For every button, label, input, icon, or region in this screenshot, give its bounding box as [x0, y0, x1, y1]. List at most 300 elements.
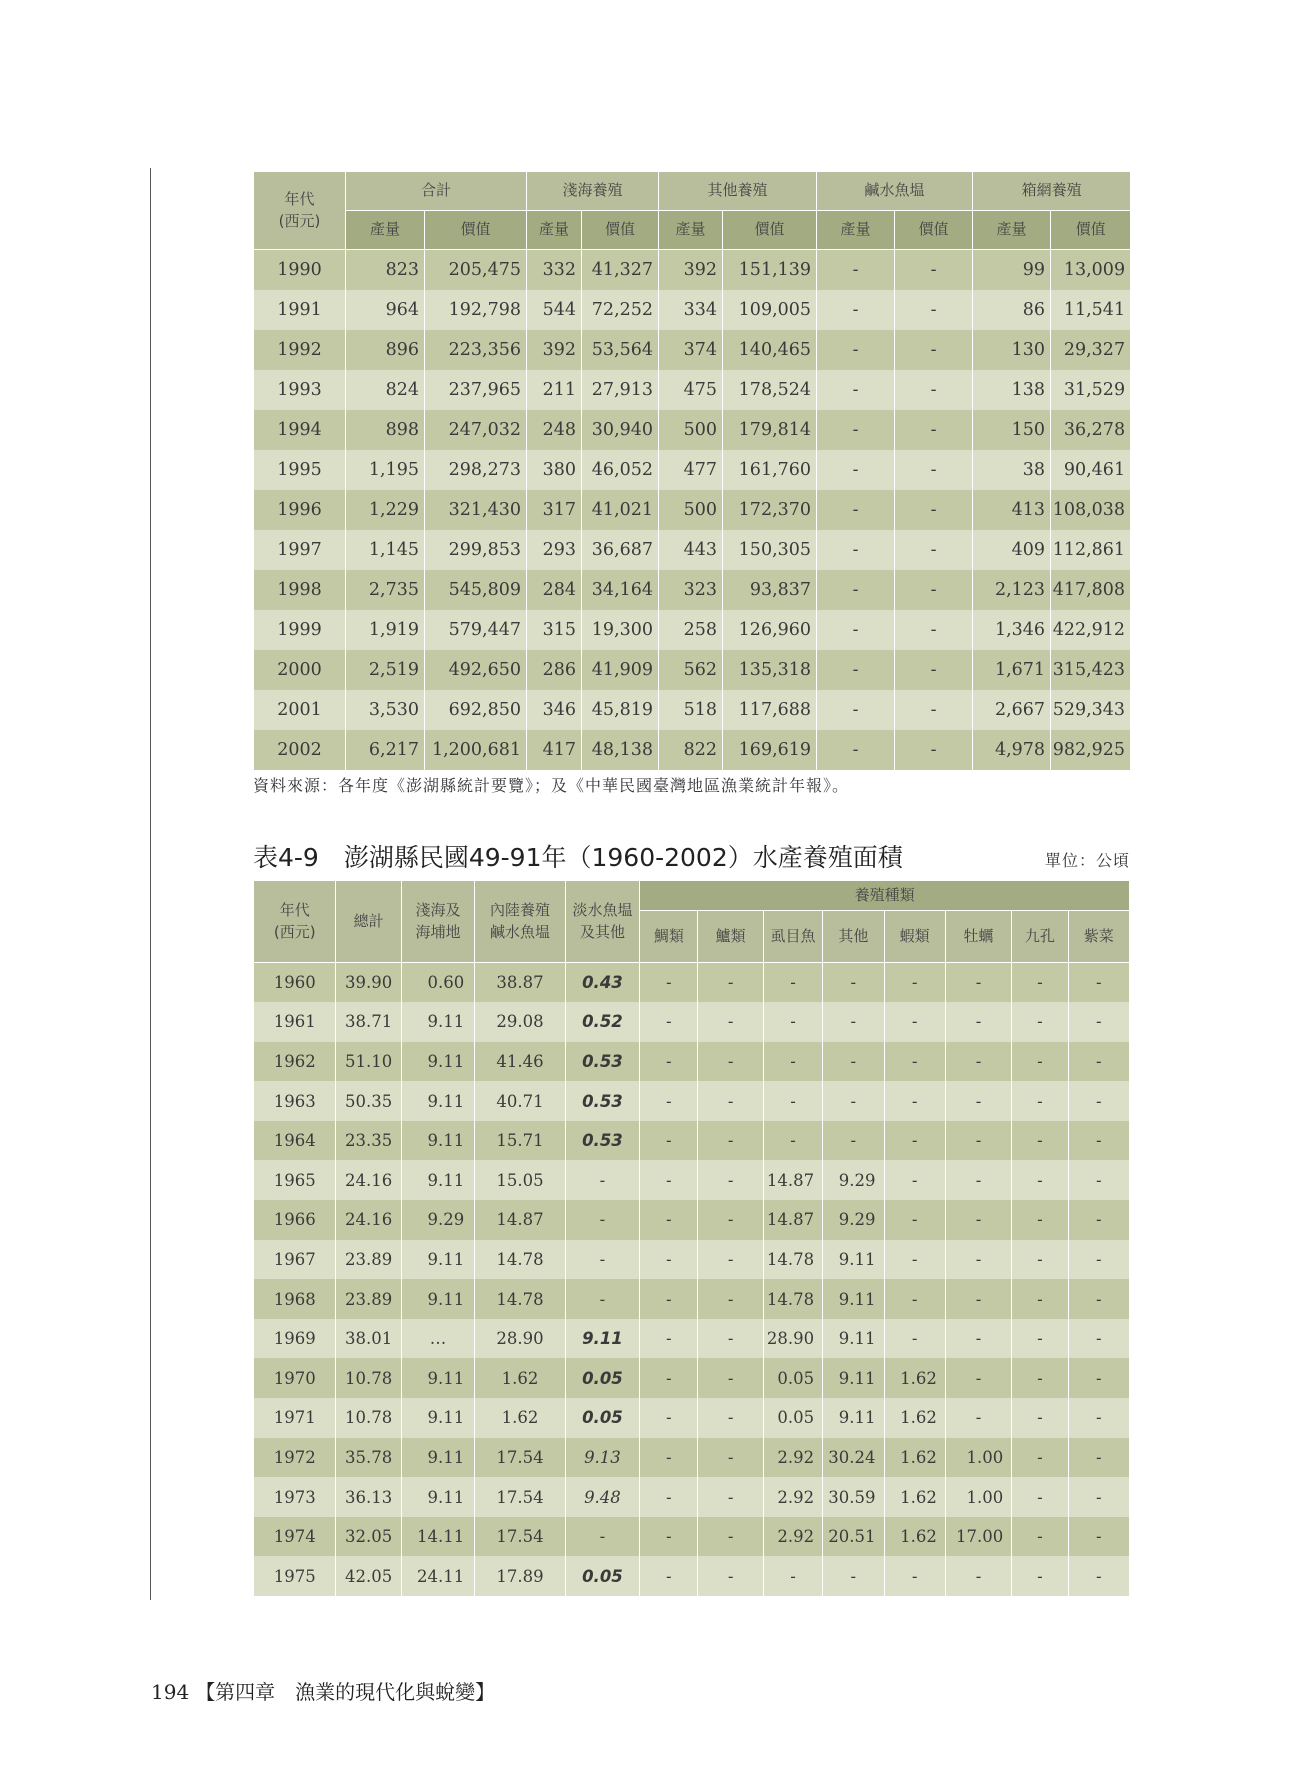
value-cell: 9.11	[401, 1438, 474, 1478]
year-cell: 1968	[254, 1279, 336, 1319]
value-cell: 2.92	[763, 1517, 822, 1557]
value-cell: 38.87	[475, 963, 566, 1003]
value-cell: 14.78	[475, 1240, 566, 1280]
page-number: 194	[151, 1680, 190, 1704]
value-cell: 500	[659, 410, 723, 450]
value-cell: 11,541	[1051, 290, 1131, 330]
value-cell: 2.92	[763, 1438, 822, 1478]
value-cell: -	[884, 1121, 945, 1161]
value-cell: -	[1068, 1081, 1129, 1121]
value-cell: 286	[527, 650, 582, 690]
value-cell: 30.24	[823, 1438, 884, 1478]
value-cell: -	[1068, 1319, 1129, 1359]
value-cell: -	[1012, 1358, 1068, 1398]
year-cell: 1962	[254, 1042, 336, 1082]
value-cell: 9.11	[823, 1279, 884, 1319]
value-cell: 14.87	[763, 1200, 822, 1240]
table-row	[254, 370, 1131, 410]
table-row	[254, 490, 1131, 530]
value-cell: 9.29	[823, 1200, 884, 1240]
table-row	[254, 1160, 1130, 1200]
value-cell: 9.11	[565, 1319, 639, 1359]
value-cell: -	[817, 330, 895, 370]
value-cell: -	[895, 250, 973, 290]
value-cell: 9.29	[401, 1200, 474, 1240]
value-cell: -	[884, 1081, 945, 1121]
value-cell: -	[1068, 1477, 1129, 1517]
value-cell: -	[1012, 1319, 1068, 1359]
table-row	[254, 1438, 1130, 1478]
table-row	[254, 330, 1131, 370]
value-cell: -	[895, 410, 973, 450]
aquaculture-area-table	[253, 880, 1130, 1596]
header-shallow-sea: 淺海及 海埔地	[401, 881, 474, 963]
value-cell: 24.16	[336, 1200, 401, 1240]
table-row	[254, 650, 1131, 690]
value-cell: -	[1068, 1438, 1129, 1478]
value-cell: 824	[346, 370, 425, 410]
value-cell: 36,278	[1051, 410, 1131, 450]
value-cell: 93,837	[723, 570, 817, 610]
value-cell: 0.43	[565, 963, 639, 1003]
value-cell: 36.13	[336, 1477, 401, 1517]
value-cell: 1,229	[346, 490, 425, 530]
value-cell: -	[945, 1279, 1011, 1319]
chapter-title: 【第四章 漁業的現代化與蛻變】	[195, 1680, 496, 1704]
year-cell: 1970	[254, 1358, 336, 1398]
value-cell: 13,009	[1051, 250, 1131, 290]
value-cell: -	[1012, 1160, 1068, 1200]
value-cell: 1,671	[973, 650, 1051, 690]
value-cell: -	[1012, 1200, 1068, 1240]
table-row	[254, 1319, 1130, 1359]
value-cell: 477	[659, 450, 723, 490]
value-cell: 529,343	[1051, 690, 1131, 730]
value-cell: 112,861	[1051, 530, 1131, 570]
value-cell: 130	[973, 330, 1051, 370]
value-cell: 41,327	[582, 250, 659, 290]
year-cell: 1971	[254, 1398, 336, 1438]
value-cell: 475	[659, 370, 723, 410]
value-cell: 1.00	[945, 1438, 1011, 1478]
value-cell: 0.53	[565, 1081, 639, 1121]
year-cell: 2001	[254, 690, 346, 730]
year-cell: 1972	[254, 1438, 336, 1478]
header-sub: 產量	[973, 211, 1051, 250]
table-row	[254, 410, 1131, 450]
table-row	[254, 1002, 1130, 1042]
value-cell: -	[817, 490, 895, 530]
value-cell: -	[1068, 1398, 1129, 1438]
value-cell: 247,032	[425, 410, 527, 450]
value-cell: 28.90	[763, 1319, 822, 1359]
value-cell: -	[565, 1279, 639, 1319]
value-cell: 34,164	[582, 570, 659, 610]
value-cell: 29.08	[475, 1002, 566, 1042]
header-species: 紫菜	[1068, 911, 1129, 963]
value-cell: -	[1068, 1121, 1129, 1161]
value-cell: -	[1012, 1398, 1068, 1438]
table-row	[254, 1358, 1130, 1398]
value-cell: -	[1012, 1081, 1068, 1121]
value-cell: 172,370	[723, 490, 817, 530]
table-row	[254, 530, 1131, 570]
value-cell: -	[823, 1121, 884, 1161]
value-cell: -	[945, 963, 1011, 1003]
value-cell: 14.87	[475, 1200, 566, 1240]
value-cell: -	[895, 370, 973, 410]
value-cell: 40.71	[475, 1081, 566, 1121]
value-cell: 29,327	[1051, 330, 1131, 370]
year-cell: 1965	[254, 1160, 336, 1200]
value-cell: -	[565, 1517, 639, 1557]
value-cell: 409	[973, 530, 1051, 570]
value-cell: -	[698, 1319, 763, 1359]
year-cell: 1998	[254, 570, 346, 610]
value-cell: -	[698, 1121, 763, 1161]
table-row	[254, 450, 1131, 490]
value-cell: 2,123	[973, 570, 1051, 610]
header-sub: 產量	[817, 211, 895, 250]
header-sub: 價值	[723, 211, 817, 250]
value-cell: -	[945, 1319, 1011, 1359]
value-cell: -	[1068, 963, 1129, 1003]
header-year: 年代 (西元)	[254, 881, 336, 963]
value-cell: -	[945, 1121, 1011, 1161]
value-cell: 248	[527, 410, 582, 450]
value-cell: 30.59	[823, 1477, 884, 1517]
table-row	[254, 1240, 1130, 1280]
value-cell: 31,529	[1051, 370, 1131, 410]
value-cell: -	[763, 1121, 822, 1161]
value-cell: -	[817, 690, 895, 730]
value-cell: -	[1068, 1042, 1129, 1082]
value-cell: -	[565, 1160, 639, 1200]
value-cell: -	[823, 1081, 884, 1121]
value-cell: -	[884, 1556, 945, 1596]
value-cell: -	[1068, 1160, 1129, 1200]
value-cell: -	[640, 1398, 698, 1438]
value-cell: -	[823, 1002, 884, 1042]
value-cell: -	[1012, 1477, 1068, 1517]
unit-label: 單位：公頃	[1044, 851, 1130, 870]
value-cell: 15.05	[475, 1160, 566, 1200]
value-cell: 72,252	[582, 290, 659, 330]
value-cell: 896	[346, 330, 425, 370]
value-cell: 117,688	[723, 690, 817, 730]
header-species: 九孔	[1012, 911, 1068, 963]
value-cell: -	[884, 1240, 945, 1280]
value-cell: 41,909	[582, 650, 659, 690]
value-cell: 19,300	[582, 610, 659, 650]
value-cell: 1,200,681	[425, 730, 527, 770]
value-cell: 9.11	[401, 1477, 474, 1517]
value-cell: 39.90	[336, 963, 401, 1003]
value-cell: 17.89	[475, 1556, 566, 1596]
value-cell: 413	[973, 490, 1051, 530]
value-cell: 1.62	[475, 1398, 566, 1438]
value-cell: 237,965	[425, 370, 527, 410]
value-cell: 41.46	[475, 1042, 566, 1082]
value-cell: 24.16	[336, 1160, 401, 1200]
value-cell: 0.05	[763, 1398, 822, 1438]
value-cell: -	[823, 1556, 884, 1596]
value-cell: 53,564	[582, 330, 659, 370]
value-cell: -	[763, 1081, 822, 1121]
header-sub: 價值	[425, 211, 527, 250]
value-cell: 898	[346, 410, 425, 450]
value-cell: -	[565, 1240, 639, 1280]
value-cell: 178,524	[723, 370, 817, 410]
value-cell: -	[698, 963, 763, 1003]
value-cell: -	[884, 1200, 945, 1240]
value-cell: 9.11	[401, 1002, 474, 1042]
value-cell: -	[1012, 1240, 1068, 1280]
value-cell: -	[698, 1081, 763, 1121]
source-note: 資料來源：各年度《澎湖縣統計要覽》；及《中華民國臺灣地區漁業統計年報》。	[253, 776, 850, 795]
year-cell: 1961	[254, 1002, 336, 1042]
production-value-table	[253, 171, 1131, 770]
margin-rule	[150, 168, 151, 1600]
table-row	[254, 1042, 1130, 1082]
year-cell: 2000	[254, 650, 346, 690]
value-cell: -	[884, 1160, 945, 1200]
value-cell: 2.92	[763, 1477, 822, 1517]
value-cell: 14.87	[763, 1160, 822, 1200]
value-cell: 38.01	[336, 1319, 401, 1359]
value-cell: -	[1068, 1279, 1129, 1319]
value-cell: 2,519	[346, 650, 425, 690]
value-cell: 284	[527, 570, 582, 610]
value-cell: 1,195	[346, 450, 425, 490]
value-cell: 36,687	[582, 530, 659, 570]
value-cell: 1.62	[475, 1358, 566, 1398]
value-cell: -	[698, 1200, 763, 1240]
value-cell: 109,005	[723, 290, 817, 330]
value-cell: 42.05	[336, 1556, 401, 1596]
value-cell: 126,960	[723, 610, 817, 650]
value-cell: 1.62	[884, 1517, 945, 1557]
year-cell: 1991	[254, 290, 346, 330]
year-cell: 1967	[254, 1240, 336, 1280]
value-cell: 0.53	[565, 1042, 639, 1082]
value-cell: 17.00	[945, 1517, 1011, 1557]
value-cell: 374	[659, 330, 723, 370]
value-cell: 17.54	[475, 1438, 566, 1478]
table-row	[254, 610, 1131, 650]
value-cell: 23.89	[336, 1279, 401, 1319]
value-cell: -	[895, 530, 973, 570]
value-cell: -	[945, 1556, 1011, 1596]
header-species: 鯛類	[640, 911, 698, 963]
value-cell: -	[698, 1358, 763, 1398]
value-cell: 192,798	[425, 290, 527, 330]
value-cell: -	[895, 330, 973, 370]
value-cell: 99	[973, 250, 1051, 290]
value-cell: -	[1012, 1279, 1068, 1319]
value-cell: -	[698, 1240, 763, 1280]
header-sub: 產量	[659, 211, 723, 250]
value-cell: …	[401, 1319, 474, 1359]
header-group-shallow-sea: 淺海養殖	[527, 172, 659, 211]
value-cell: -	[817, 250, 895, 290]
header-species-group: 養殖種類	[640, 881, 1130, 911]
value-cell: 9.11	[401, 1398, 474, 1438]
table-row	[254, 1200, 1130, 1240]
value-cell: 298,273	[425, 450, 527, 490]
value-cell: -	[698, 1042, 763, 1082]
value-cell: 443	[659, 530, 723, 570]
year-cell: 1964	[254, 1121, 336, 1161]
value-cell: -	[895, 650, 973, 690]
year-cell: 1973	[254, 1477, 336, 1517]
value-cell: 822	[659, 730, 723, 770]
value-cell: 422,912	[1051, 610, 1131, 650]
value-cell: 108,038	[1051, 490, 1131, 530]
value-cell: -	[817, 410, 895, 450]
value-cell: -	[640, 1556, 698, 1596]
value-cell: -	[640, 1081, 698, 1121]
value-cell: 1,919	[346, 610, 425, 650]
value-cell: 299,853	[425, 530, 527, 570]
value-cell: -	[698, 1002, 763, 1042]
value-cell: 179,814	[723, 410, 817, 450]
value-cell: 15.71	[475, 1121, 566, 1161]
header-sub: 價值	[1051, 211, 1131, 250]
value-cell: -	[817, 290, 895, 330]
value-cell: 27,913	[582, 370, 659, 410]
value-cell: -	[1068, 1556, 1129, 1596]
value-cell: -	[640, 1438, 698, 1478]
value-cell: 45,819	[582, 690, 659, 730]
value-cell: -	[1012, 1121, 1068, 1161]
value-cell: 14.78	[763, 1279, 822, 1319]
value-cell: 562	[659, 650, 723, 690]
value-cell: 30,940	[582, 410, 659, 450]
value-cell: 3,530	[346, 690, 425, 730]
value-cell: -	[640, 1279, 698, 1319]
value-cell: 20.51	[823, 1517, 884, 1557]
value-cell: -	[698, 1477, 763, 1517]
value-cell: 205,475	[425, 250, 527, 290]
value-cell: 380	[527, 450, 582, 490]
value-cell: 492,650	[425, 650, 527, 690]
value-cell: -	[763, 963, 822, 1003]
value-cell: -	[945, 1240, 1011, 1280]
value-cell: 692,850	[425, 690, 527, 730]
value-cell: -	[763, 1042, 822, 1082]
year-cell: 1990	[254, 250, 346, 290]
year-cell: 1975	[254, 1556, 336, 1596]
value-cell: 258	[659, 610, 723, 650]
value-cell: 14.11	[401, 1517, 474, 1557]
value-cell: 982,925	[1051, 730, 1131, 770]
value-cell: -	[1012, 1002, 1068, 1042]
header-species: 牡蠣	[945, 911, 1011, 963]
value-cell: -	[945, 1398, 1011, 1438]
value-cell: 17.54	[475, 1477, 566, 1517]
value-cell: 9.11	[823, 1398, 884, 1438]
value-cell: 169,619	[723, 730, 817, 770]
value-cell: -	[945, 1002, 1011, 1042]
value-cell: -	[895, 570, 973, 610]
value-cell: 0.52	[565, 1002, 639, 1042]
table-row	[254, 1517, 1130, 1557]
table-row	[254, 250, 1131, 290]
value-cell: 332	[527, 250, 582, 290]
value-cell: -	[817, 530, 895, 570]
value-cell: -	[640, 1042, 698, 1082]
value-cell: -	[945, 1160, 1011, 1200]
value-cell: -	[640, 1319, 698, 1359]
value-cell: -	[895, 290, 973, 330]
value-cell: 9.11	[401, 1160, 474, 1200]
value-cell: -	[640, 1121, 698, 1161]
value-cell: 323	[659, 570, 723, 610]
value-cell: -	[763, 1556, 822, 1596]
year-cell: 1997	[254, 530, 346, 570]
value-cell: -	[945, 1042, 1011, 1082]
value-cell: -	[884, 1042, 945, 1082]
header-sub: 價值	[582, 211, 659, 250]
value-cell: 50.35	[336, 1081, 401, 1121]
value-cell: 41,021	[582, 490, 659, 530]
value-cell: -	[895, 490, 973, 530]
header-group-other: 其他養殖	[659, 172, 817, 211]
value-cell: 346	[527, 690, 582, 730]
header-freshwater: 淡水魚塭 及其他	[565, 881, 639, 963]
value-cell: -	[640, 1240, 698, 1280]
value-cell: -	[1068, 1517, 1129, 1557]
value-cell: -	[640, 1517, 698, 1557]
value-cell: 1,145	[346, 530, 425, 570]
value-cell: -	[698, 1160, 763, 1200]
value-cell: 4,978	[973, 730, 1051, 770]
value-cell: 9.11	[401, 1358, 474, 1398]
value-cell: 9.11	[823, 1319, 884, 1359]
value-cell: 0.05	[565, 1358, 639, 1398]
value-cell: -	[895, 730, 973, 770]
value-cell: -	[640, 963, 698, 1003]
value-cell: 9.11	[401, 1279, 474, 1319]
value-cell: -	[884, 1279, 945, 1319]
year-cell: 2002	[254, 730, 346, 770]
table-row	[254, 1477, 1130, 1517]
value-cell: 9.11	[401, 1042, 474, 1082]
value-cell: 2,735	[346, 570, 425, 610]
value-cell: 14.78	[763, 1240, 822, 1280]
value-cell: 392	[659, 250, 723, 290]
value-cell: 140,465	[723, 330, 817, 370]
value-cell: 1.00	[945, 1477, 1011, 1517]
value-cell: 545,809	[425, 570, 527, 610]
header-year: 年代 (西元)	[254, 172, 346, 250]
value-cell: 392	[527, 330, 582, 370]
value-cell: 0.05	[565, 1556, 639, 1596]
table-row	[254, 690, 1131, 730]
value-cell: -	[884, 1002, 945, 1042]
value-cell: 14.78	[475, 1279, 566, 1319]
value-cell: 150,305	[723, 530, 817, 570]
table-row	[254, 963, 1130, 1003]
value-cell: 1.62	[884, 1477, 945, 1517]
value-cell: -	[1068, 1200, 1129, 1240]
value-cell: -	[823, 963, 884, 1003]
table-title: 表4-9 澎湖縣民國49-91年（1960-2002）水產養殖面積	[253, 843, 903, 872]
value-cell: -	[817, 730, 895, 770]
value-cell: -	[640, 1002, 698, 1042]
value-cell: -	[817, 450, 895, 490]
